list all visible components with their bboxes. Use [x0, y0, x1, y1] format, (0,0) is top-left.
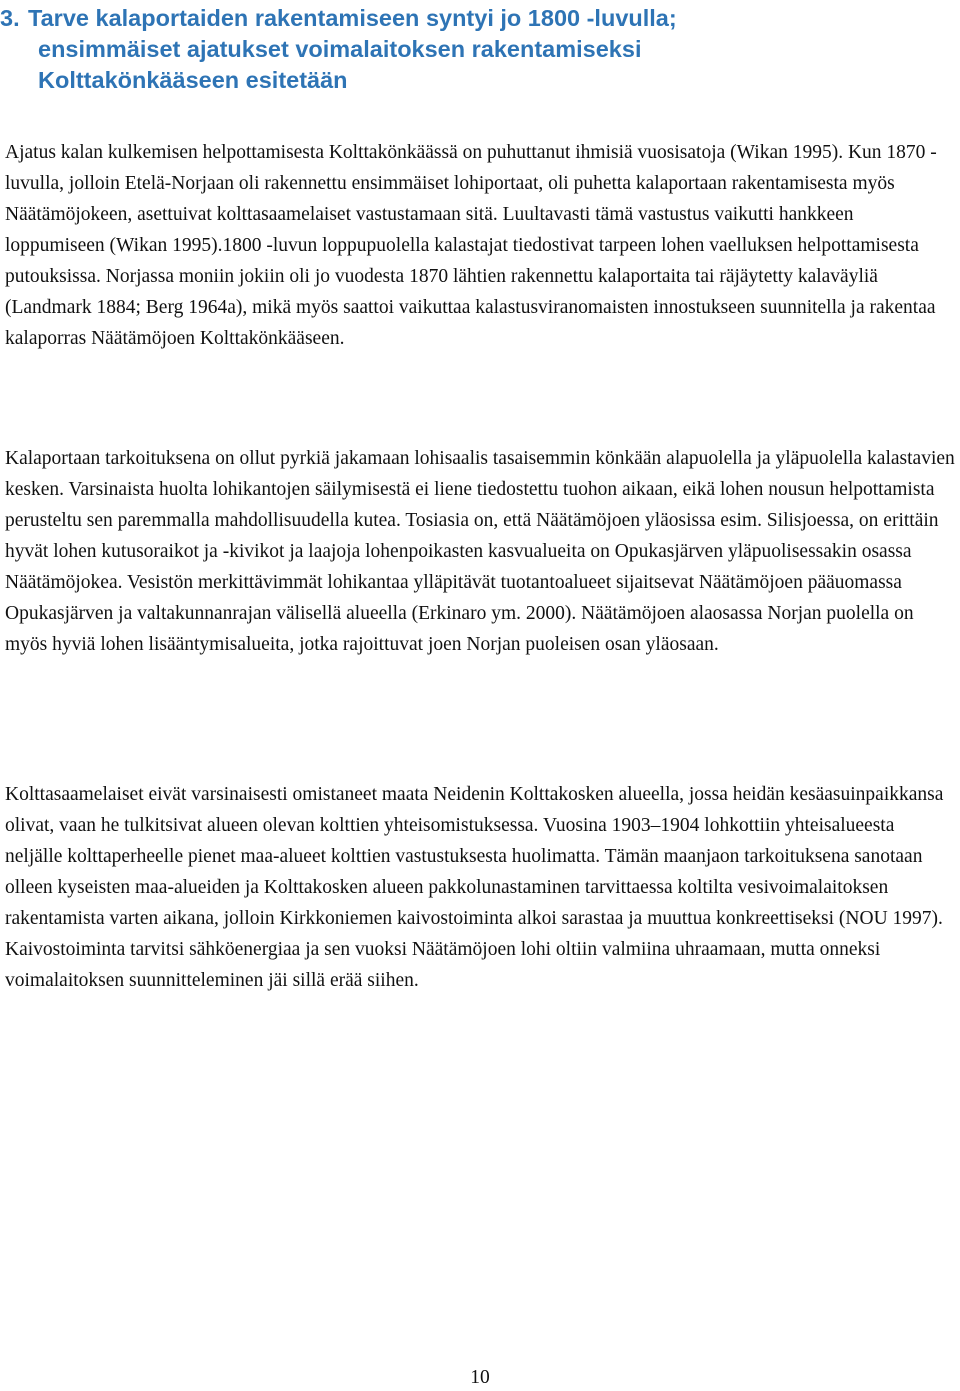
paragraph-fish-ladder-history: Ajatus kalan kulkemisen helpottamisesta Kolttakönkäässä on puhuttanut ihmisiä vuosisatoja (Wikan 1995). Kun 1870 -luvulla, jolloin Etelä-Norjaan oli rakennettu ensimmäiset lohiportaat, oli puhetta kalaportaan rakentamisesta myös Näätämöjokeen, asettuivat kolttasaamelaiset vastustamaan sitä. Luultavasti tämä vastustus vaikutti hankkeen loppumiseen (Wikan 1995).1800 -luvun loppupuolella kalastajat tiedostivat tarpeen lohen vaelluksen helpottamisesta putouksissa. Norjassa moniin jokiin oli jo vuodesta 1870 lähtien rakennettu kalaportaita tai räjäytetty kalaväyliä (Landmark 1884; Berg 1964a), mikä myös saattoi vaikuttaa kalastusviranomaisten innostukseen suunnitella ja rakentaa kalaporras Näätämöjoen Kolttakönkääseen. [5, 142, 937, 349]
section-title-line-3: Kolttakönkääseen esitetään [38, 67, 348, 93]
section-number: 3. [0, 5, 20, 31]
section-title-line-1: Tarve kalaportaiden rakentamiseen syntyi jo 1800 -luvulla; [28, 5, 677, 31]
section-title-line-2: ensimmäiset ajatukset voimalaitoksen rakentamiseksi [38, 36, 642, 62]
page-number: 10 [470, 1367, 490, 1388]
paragraph-skolt-land-ownership: Kolttasaamelaiset eivät varsinaisesti omistaneet maata Neidenin Kolttakosken alueella, jossa heidän kesäasuinpaikkansa olivat, vaan he tulkitsivat alueen olevan kolttien yhteisomistuksessa. Vuosina 1903–1904 lohkottiin yhteisalueesta neljälle kolttaperheelle pienet maa-alueet kolttien vastustuksesta huolimatta. Tämän maanjaon tarkoituksena sanotaan olleen kyseisten maa-alueiden ja Kolttakosken alueen pakkolunastaminen tarvittaessa koltilta vesivoimalaitoksen rakentamista varten aikana, jolloin Kirkkoniemen kaivostoiminta alkoi sarastaa ja muuttua konkreettiseksi (NOU 1997). Kaivostoiminta tarvitsi sähköenergiaa ja sen vuoksi Näätämöjoen lohi oltiin valmiina uhraamaan, mutta onneksi voimalaitoksen suunnitteleminen jäi sillä erää siihen. [5, 784, 944, 991]
section-heading [0, 3, 938, 96]
paragraph-fish-ladder-purpose: Kalaportaan tarkoituksena on ollut pyrkiä jakamaan lohisaalis tasaisemmin könkään alapuolella ja yläpuolella kalastavien kesken. Varsinaista huolta lohikantojen säilymisestä ei liene tiedostettu tuohon aikaan, eikä lohen nousun helpottamista perusteltu sen paremmalla mahdollisuudella kutea. Tosiasia on, että Näätämöjoen yläosissa esim. Silisjoessa, on erittäin hyvät lohen kutusoraikot ja -kivikot ja laajoja lohenpoikasten kasvualueita on Opukasjärven yläpuolisessakin osassa Näätämöjokea. Vesistön merkittävimmät lohikantaa ylläpitävät tuotantoalueet sijaitsevat Näätämöjoen pääuomassa Opukasjärven ja valtakunnanrajan välisellä alueella (Erkinaro ym. 2000). Näätämöjoen alaosassa Norjan puolella on myös hyviä lohen lisääntymisalueita, jotka rajoittuvat joen Norjan puoleisen osan yläosaan. [5, 448, 955, 655]
